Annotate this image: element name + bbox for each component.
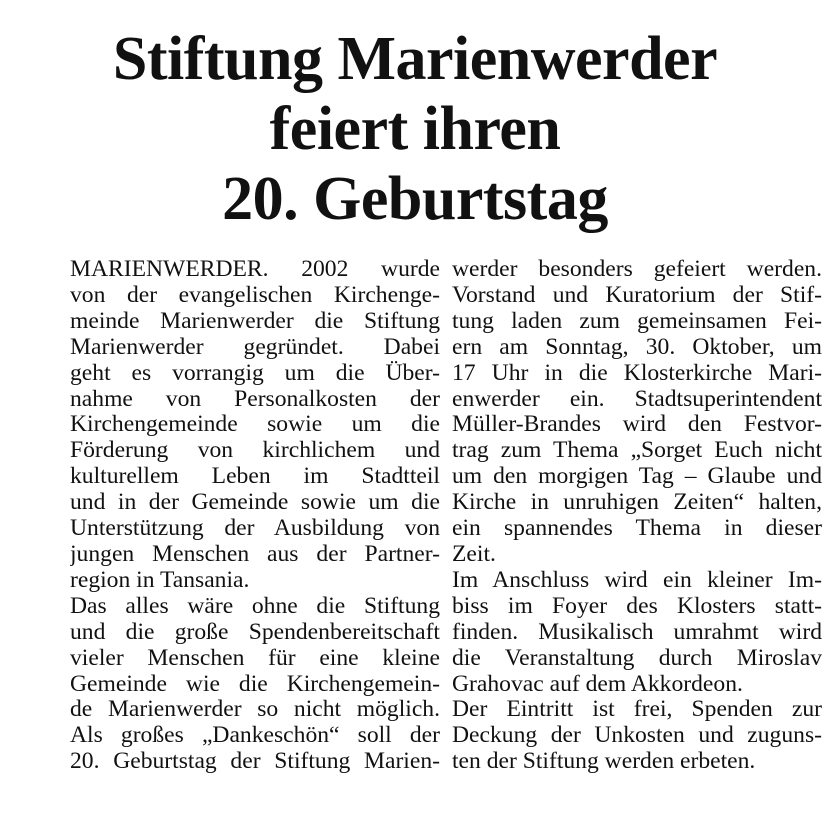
text-line: Das alles wäre ohne die Stiftung <box>70 593 440 619</box>
body-paragraph <box>452 257 822 568</box>
text-line: 17 Uhr in die Klosterkirche Mari- <box>452 360 822 386</box>
body-paragraph <box>70 594 440 775</box>
text-line: von der evangelischen Kirchenge- <box>70 282 440 308</box>
text-line: region in Tansania. <box>70 567 250 593</box>
text-line: de Marienwerder so nicht möglich. <box>70 697 440 723</box>
text-line: Grahovac auf dem Akkordeon. <box>452 671 743 697</box>
text-line: nahme von Personalkosten der <box>70 386 440 412</box>
text-line: Müller-Brandes wird den Festvor- <box>452 412 822 438</box>
right-text-column <box>452 257 822 775</box>
text-line: geht es vorrangig um die Über- <box>70 360 440 386</box>
text-line: kulturellem Leben im Stadtteil <box>70 464 440 490</box>
text-line: ein spannendes Thema in dieser <box>452 516 822 542</box>
text-line: Kirche in unruhigen Zeiten“ halten, <box>452 490 822 516</box>
text-line: MARIENWERDER. 2002 wurde <box>70 257 440 282</box>
text-line: Marienwerder gegründet. Dabei <box>70 334 440 360</box>
text-line: finden. Musikalisch umrahmt wird <box>452 619 822 645</box>
text-line: Gemeinde wie die Kirchengemein- <box>70 671 440 697</box>
text-line: ern am Sonntag, 30. Oktober, um <box>452 334 822 360</box>
text-line: Kirchengemeinde sowie um die <box>70 412 440 438</box>
text-line: und in der Gemeinde sowie um die <box>70 490 440 516</box>
headline-line: feiert ihren <box>269 95 561 163</box>
text-line: ten der Stiftung werden erbeten. <box>452 749 756 775</box>
text-line: enwerder ein. Stadtsuperintendent <box>452 386 822 412</box>
article-headline <box>0 24 830 234</box>
text-line: und die große Spendenbereitschaft <box>70 619 440 645</box>
body-paragraph <box>70 257 440 594</box>
text-line: vieler Menschen für eine kleine <box>70 645 440 671</box>
text-line: trag zum Thema „Sorget Euch nicht <box>452 438 822 464</box>
text-line: Im Anschluss wird ein kleiner Im- <box>452 567 822 593</box>
text-line: meinde Marienwerder die Stiftung <box>70 308 440 334</box>
text-line: tung laden zum gemeinsamen Fei- <box>452 308 822 334</box>
text-line: Unterstützung der Ausbildung von <box>70 516 440 542</box>
body-paragraph <box>452 697 822 775</box>
left-text-column <box>70 257 440 775</box>
text-line: Zeit. <box>452 541 496 567</box>
headline-line: Stiftung Marienwerder <box>112 25 718 93</box>
text-line: Der Eintritt ist frei, Spenden zur <box>452 697 822 723</box>
text-line: Förderung von kirchlichem und <box>70 438 440 464</box>
text-line: um den morgigen Tag – Glaube und <box>452 464 822 490</box>
body-paragraph <box>452 568 822 698</box>
text-line: die Veranstaltung durch Miroslav <box>452 645 822 671</box>
headline-line: 20. Geburtstag <box>222 165 608 233</box>
text-line: biss im Foyer des Klosters statt- <box>452 593 822 619</box>
text-line: 20. Geburtstag der Stiftung Marien- <box>70 749 440 775</box>
text-line: Deckung der Unkosten und zuguns- <box>452 723 822 749</box>
text-line: jungen Menschen aus der Partner- <box>70 541 440 567</box>
text-line: werder besonders gefeiert werden. <box>452 257 822 282</box>
text-line: Vorstand und Kuratorium der Stif- <box>452 282 822 308</box>
text-line: Als großes „Dankeschön“ soll der <box>70 723 440 749</box>
